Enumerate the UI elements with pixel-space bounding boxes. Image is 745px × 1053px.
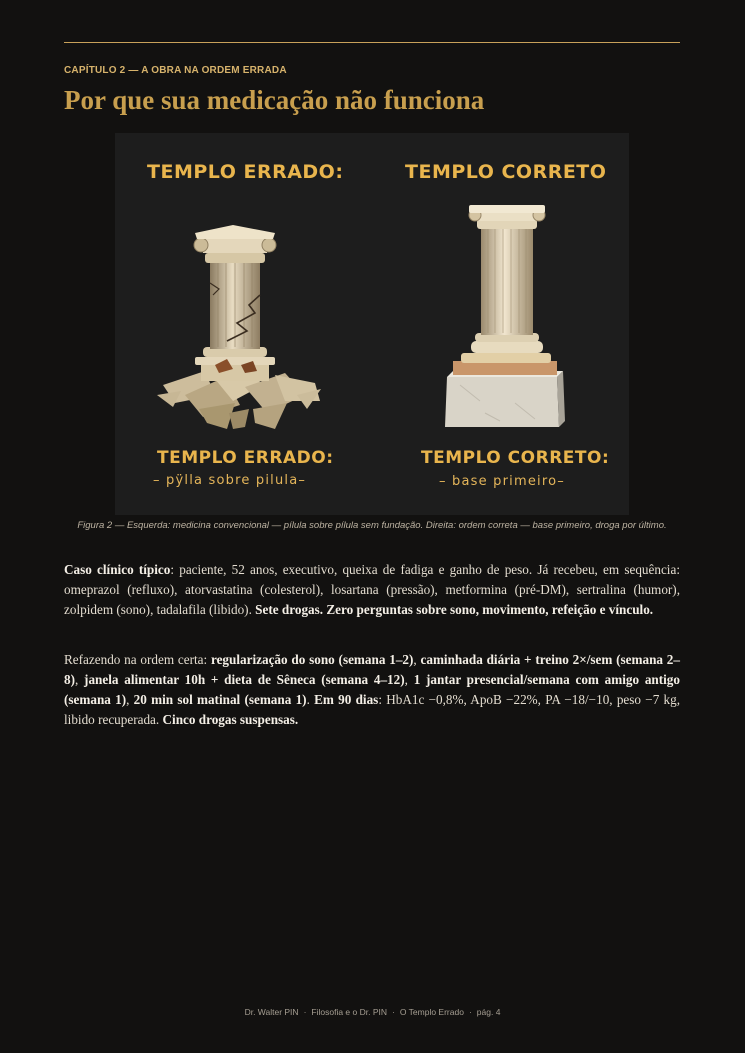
chapter-kicker: CAPÍTULO 2 — A OBRA NA ORDEM ERRADA xyxy=(64,65,287,76)
redo-sep-3: , xyxy=(404,672,414,687)
redo-step-4: 1 jantar presencial/semana com amigo antigo (semana 1) xyxy=(64,672,680,707)
figure-top-right-label: TEMPLO CORRETO xyxy=(405,161,607,183)
figure-caption: Figura 2 — Esquerda: medicina convencional — pílula sobre pílula sem fundação. Direita: ordem correta — base primeiro, droga por último. xyxy=(77,520,667,531)
figure-bottom-left-subtitle: – pÿlla sobre pilula– xyxy=(153,473,307,488)
redo-step-3: janela alimentar 10h + dieta de Sêneca (semana 4–12) xyxy=(84,672,405,687)
figure-image xyxy=(115,133,629,515)
footer-series: Filosofia e o Dr. PIN xyxy=(311,1007,387,1017)
footer-separator: · xyxy=(303,1007,307,1017)
redo-result-lead: Em 90 dias xyxy=(314,692,379,707)
case-text: : paciente, 52 anos, executivo, queixa de fadiga e ganho de peso. Já recebeu, em sequência: omeprazol (refluxo), atorvastatina (colesterol), losartana (pressão), metformina (pré-DM), sertralina (humor), zolpidem (sono), tadalafila (libido). xyxy=(64,562,680,617)
redo-paragraph xyxy=(64,650,680,730)
figure-bottom-left-label: TEMPLO ERRADO: xyxy=(157,448,334,468)
broken-column xyxy=(157,225,321,429)
redo-sep-2: , xyxy=(75,672,85,687)
redo-result-text: : HbA1c −0,8%, ApoB −22%, PA −18/−10, peso −7 kg, libido recuperada. xyxy=(64,692,681,727)
footer-book: O Templo Errado xyxy=(399,1007,464,1017)
correct-column xyxy=(445,205,565,427)
footer-page-number: pág. 4 xyxy=(476,1007,501,1017)
figure-bottom-right-subtitle: – base primeiro– xyxy=(439,474,565,489)
redo-sep-1: , xyxy=(413,652,421,667)
figure-bottom-right-label: TEMPLO CORRETO: xyxy=(421,448,610,468)
header-rule xyxy=(64,42,680,43)
redo-result-end: Cinco drogas suspensas. xyxy=(162,712,299,727)
footer-separator: · xyxy=(392,1007,395,1017)
page-title: Por que sua medicação não funciona xyxy=(64,85,485,115)
redo-step-2: caminhada diária + treino 2×/sem (semana 2–8) xyxy=(64,652,680,687)
redo-intro: Refazendo na ordem certa: xyxy=(64,652,211,667)
footer-author: Dr. Walter PIN xyxy=(244,1007,299,1017)
footer-separator: · xyxy=(468,1007,472,1017)
case-paragraph xyxy=(64,560,680,620)
case-emphasis: Sete drogas. Zero perguntas sobre sono, movimento, refeição e vínculo. xyxy=(255,602,654,617)
redo-step-5: 20 min sol matinal (semana 1) xyxy=(133,692,307,707)
page-footer xyxy=(0,1007,745,1017)
figure-top-left-label: TEMPLO ERRADO: xyxy=(147,161,344,183)
case-lead: Caso clínico típico xyxy=(64,562,171,577)
redo-sep-4: , xyxy=(126,692,134,707)
redo-step-1: regularização do sono (semana 1–2) xyxy=(210,652,414,667)
redo-sep-5: . xyxy=(306,692,315,707)
